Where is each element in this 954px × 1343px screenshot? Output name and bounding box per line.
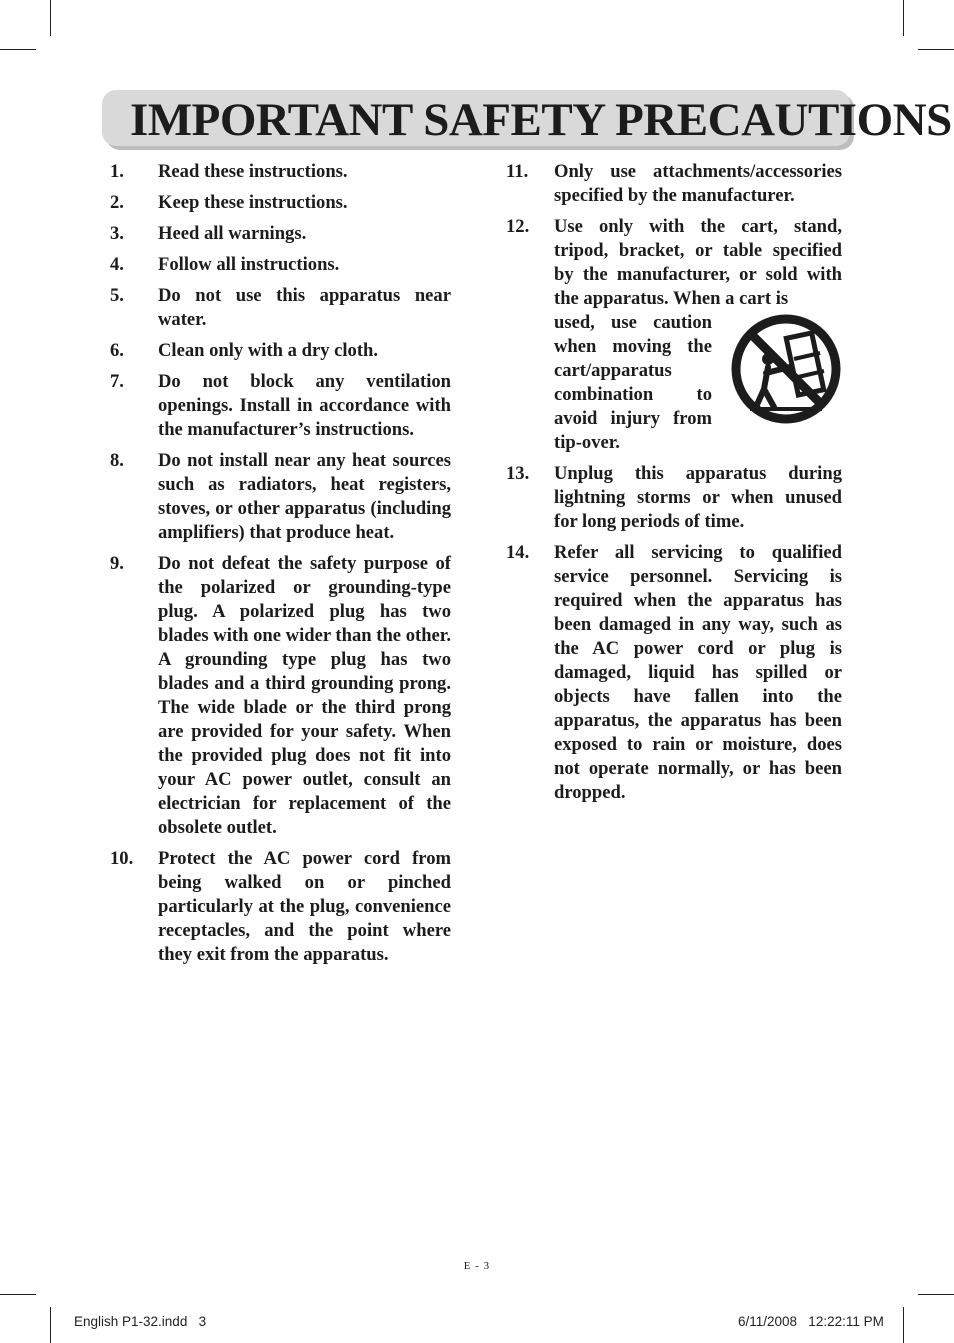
item-text: Refer all servicing to qualified service personnel. Servicing is required when the apparatus has been damaged in any way, such as the AC power cord or plug is damaged, liquid has spilled or objects have fallen into the apparatus, the apparatus has been exposed to rain or moisture, does not operate normally, or has been dropped. — [554, 542, 842, 803]
list-item — [506, 541, 842, 805]
crop-mark — [918, 49, 954, 50]
cart-warning-block — [554, 311, 842, 455]
item-text-part: used, use caution when moving the cart/apparatus combination to avoid injury from tip-over. — [554, 312, 712, 453]
item-text: Protect the AC power cord from being walked on or pinched particularly at the plug, convenience receptacles, and the point where they exit from the apparatus. — [158, 848, 451, 965]
item-text: Only use attachments/accessories specified by the manufacturer. — [554, 161, 842, 206]
item-text: Do not defeat the safety purpose of the polarized or grounding-type plug. A polarized plug has two blades with one wider than the other. A grounding type plug has two blades and a third grounding prong. The wide blade or the third prong are provided for your safety. When the provided plug does not fit into your AC power outlet, consult an electrician for replacement of the obsolete outlet. — [158, 553, 451, 838]
item-text-part: Use only with the cart, stand, tripod, bracket, or table specified by the manufacturer, or sold with the apparatus. When a cart is — [554, 216, 842, 309]
item-number: 14. — [506, 542, 530, 563]
list-item — [506, 215, 842, 455]
list-item — [110, 253, 451, 277]
list-item — [110, 847, 451, 967]
item-number: 5. — [110, 285, 124, 306]
crop-mark — [0, 1294, 36, 1295]
crop-mark — [50, 0, 51, 36]
list-item — [110, 284, 451, 332]
item-text: Unplug this apparatus during lightning storms or when unused for long periods of time. — [554, 463, 842, 532]
crop-mark — [50, 1307, 51, 1343]
item-text — [554, 215, 842, 455]
item-text: Read these instructions. — [158, 161, 348, 182]
cart-tip-over-warning-icon — [730, 313, 842, 425]
list-item — [110, 370, 451, 442]
item-number: 7. — [110, 371, 124, 392]
slug-timestamp: 6/11/2008 12:22:11 PM — [738, 1314, 884, 1329]
list-item — [110, 552, 451, 840]
slug-file-name: English P1-32.indd 3 — [74, 1314, 207, 1329]
item-text: Do not block any ventilation openings. Install in accordance with the manufacturer’s instructions. — [158, 371, 451, 440]
item-text: Do not install near any heat sources such as radiators, heat registers, stoves, or other apparatus (including amplifiers) that produce heat. — [158, 450, 451, 543]
item-number: 8. — [110, 450, 124, 471]
left-column — [110, 160, 451, 974]
item-number: 12. — [506, 216, 530, 237]
page-number: E - 3 — [463, 1260, 491, 1272]
crop-mark — [918, 1294, 954, 1295]
item-number: 13. — [506, 463, 530, 484]
list-item — [110, 160, 451, 184]
crop-mark — [0, 49, 36, 50]
item-number: 10. — [110, 848, 134, 869]
item-text: Do not use this apparatus near water. — [158, 285, 451, 330]
list-item — [110, 222, 451, 246]
page-title: IMPORTANT SAFETY PRECAUTIONS — [130, 94, 952, 146]
list-item — [506, 462, 842, 534]
crop-mark — [903, 0, 904, 36]
item-text: Clean only with a dry cloth. — [158, 340, 379, 361]
item-text: Keep these instructions. — [158, 192, 348, 213]
list-item — [110, 449, 451, 545]
list-item — [110, 339, 451, 363]
item-text: Heed all warnings. — [158, 223, 307, 244]
item-text: Follow all instructions. — [158, 254, 340, 275]
list-item — [110, 191, 451, 215]
item-number: 6. — [110, 340, 124, 361]
list-item — [506, 160, 842, 208]
item-number: 11. — [506, 161, 529, 182]
item-number: 4. — [110, 254, 124, 275]
item-number: 2. — [110, 192, 124, 213]
item-number: 9. — [110, 553, 124, 574]
right-column — [506, 160, 842, 812]
crop-mark — [903, 1307, 904, 1343]
item-number: 3. — [110, 223, 124, 244]
item-number: 1. — [110, 161, 124, 182]
